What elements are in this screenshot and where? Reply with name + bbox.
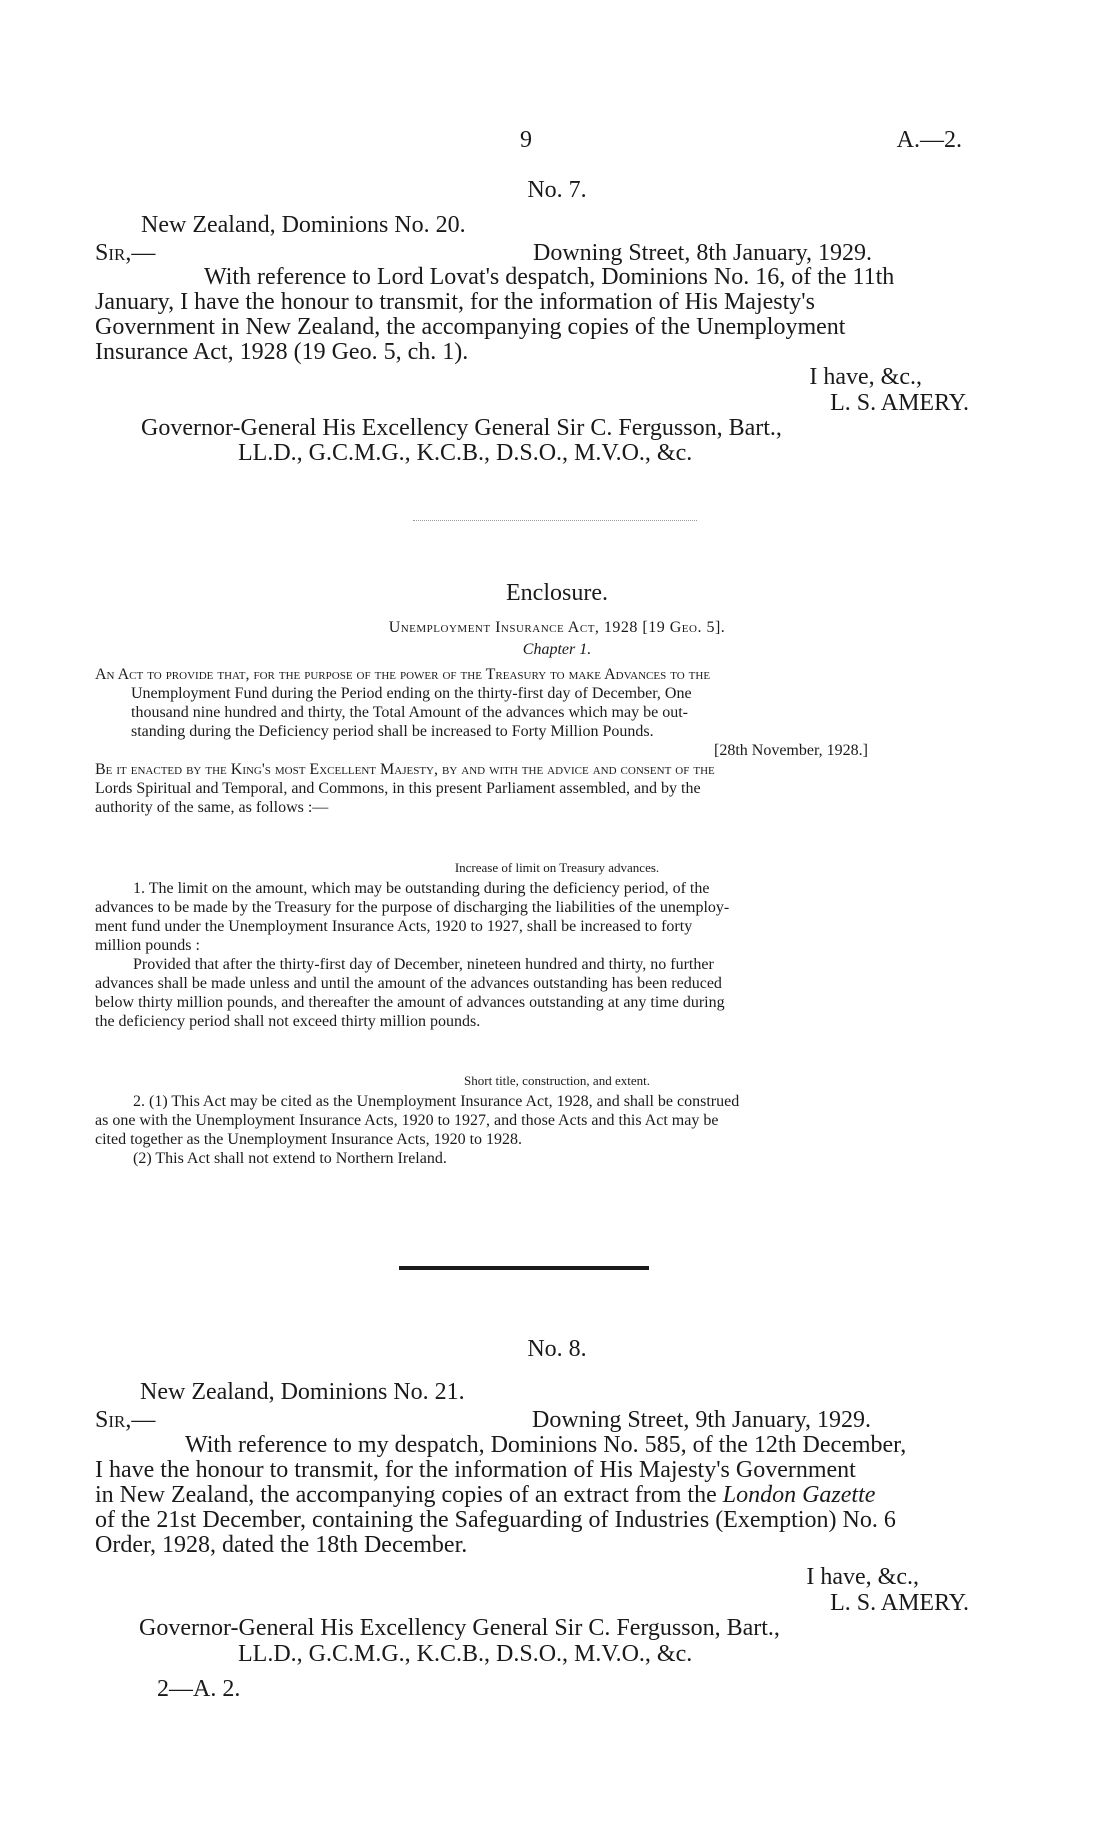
letter-body-line: Order, 1928, dated the 18th December. xyxy=(95,1532,468,1558)
salutation: Sir,— xyxy=(95,240,156,266)
letter-body-line: With reference to my despatch, Dominions No. 585, of the 12th December, xyxy=(185,1432,907,1458)
signature: L. S. AMERY. xyxy=(830,1590,969,1616)
page-number: 9 xyxy=(520,127,532,153)
letter-body-line: of the 21st December, containing the Safeguarding of Industries (Exemption) No. 6 xyxy=(95,1507,896,1533)
long-title-line: thousand nine hundred and thirty, the Total Amount of the advances which may be out- xyxy=(131,704,688,721)
section-2-subsection-2: (2) This Act shall not extend to Northern Ireland. xyxy=(133,1150,447,1167)
dispatch-reference: New Zealand, Dominions No. 21. xyxy=(140,1379,465,1405)
section-number-8: No. 8. xyxy=(527,1336,587,1362)
letter-body-line: Government in New Zealand, the accompanying copies of the Unemployment xyxy=(95,314,846,340)
section-1-marginal-heading: Increase of limit on Treasury advances. xyxy=(454,860,660,875)
chapter-heading: Chapter 1. xyxy=(522,641,592,658)
enacting-line: Be it enacted by the King's most Excellent Majesty, by and with the advice and consent of the xyxy=(95,761,715,778)
document-reference: A.—2. xyxy=(896,127,962,153)
letter-body-line: January, I have the honour to transmit, for the information of His Majesty's xyxy=(95,289,815,315)
enacting-line: Lords Spiritual and Temporal, and Commons, in this present Parliament assembled, and by the xyxy=(95,780,701,797)
section-divider xyxy=(399,1266,649,1270)
addressee-line: LL.D., G.C.M.G., K.C.B., D.S.O., M.V.O., &c. xyxy=(238,440,693,466)
letter-body-line: With reference to Lord Lovat's despatch, Dominions No. 16, of the 11th xyxy=(204,264,895,290)
dispatch-reference: New Zealand, Dominions No. 20. xyxy=(141,212,466,238)
signature-mark: 2—A. 2. xyxy=(157,1676,241,1702)
letter-body-line: I have the honour to transmit, for the information of His Majesty's Government xyxy=(95,1457,856,1483)
newspaper-title: London Gazette xyxy=(722,1482,876,1508)
section-2-line: as one with the Unemployment Insurance Acts, 1920 to 1927, and those Acts and this Act may be xyxy=(95,1112,719,1129)
proviso-line: below thirty million pounds, and thereafter the amount of advances outstanding at any time during xyxy=(95,994,725,1011)
section-2-line: cited together as the Unemployment Insurance Acts, 1920 to 1928. xyxy=(95,1131,523,1148)
section-1-line: million pounds : xyxy=(95,937,200,954)
addressee-line: Governor-General His Excellency General Sir C. Fergusson, Bart., xyxy=(139,1615,780,1641)
long-title-line: An Act to provide that, for the purpose of the power of the Treasury to make Advances to the xyxy=(95,666,711,683)
salutation: Sir,— xyxy=(95,1407,156,1433)
closing: I have, &c., xyxy=(809,364,922,390)
addressee-line: Governor-General His Excellency General Sir C. Fergusson, Bart., xyxy=(141,415,782,441)
section-2-line: 2. (1) This Act may be cited as the Unemployment Insurance Act, 1928, and shall be construed xyxy=(133,1093,740,1110)
proviso-line: advances shall be made unless and until the amount of the advances outstanding has been reduced xyxy=(95,975,722,992)
section-1-line: ment fund under the Unemployment Insurance Acts, 1920 to 1927, shall be increased to forty xyxy=(95,918,693,935)
act-date: [28th November, 1928.] xyxy=(714,742,868,759)
act-title: Unemployment Insurance Act, 1928 [19 Geo. 5]. xyxy=(388,619,726,636)
letter-body-line: in New Zealand, the accompanying copies of an extract from the London Gazette xyxy=(95,1482,876,1508)
enacting-line: authority of the same, as follows :— xyxy=(95,799,329,816)
letter-body-line: Insurance Act, 1928 (19 Geo. 5, ch. 1). xyxy=(95,339,469,365)
proviso-line: Provided that after the thirty-first day of December, nineteen hundred and thirty, no further xyxy=(133,956,714,973)
proviso-line: the deficiency period shall not exceed thirty million pounds. xyxy=(95,1013,481,1030)
dateline: Downing Street, 9th January, 1929. xyxy=(532,1407,872,1433)
section-1-line: advances to be made by the Treasury for the purpose of discharging the liabilities of the unemploy- xyxy=(95,899,730,916)
section-number-7: No. 7. xyxy=(527,177,587,203)
long-title-line: Unemployment Fund during the Period ending on the thirty-first day of December, One xyxy=(131,685,692,702)
section-1-line: 1. The limit on the amount, which may be outstanding during the deficiency period, of the xyxy=(133,880,710,897)
enclosure-heading: Enclosure. xyxy=(506,580,608,606)
section-2-marginal-heading: Short title, construction, and extent. xyxy=(464,1073,650,1088)
addressee-line: LL.D., G.C.M.G., K.C.B., D.S.O., M.V.O., &c. xyxy=(238,1641,693,1667)
signature: L. S. AMERY. xyxy=(830,390,969,416)
long-title-line: standing during the Deficiency period shall be increased to Forty Million Pounds. xyxy=(131,723,654,740)
closing: I have, &c., xyxy=(806,1564,919,1590)
dotted-divider xyxy=(413,520,697,521)
dateline: Downing Street, 8th January, 1929. xyxy=(533,240,873,266)
